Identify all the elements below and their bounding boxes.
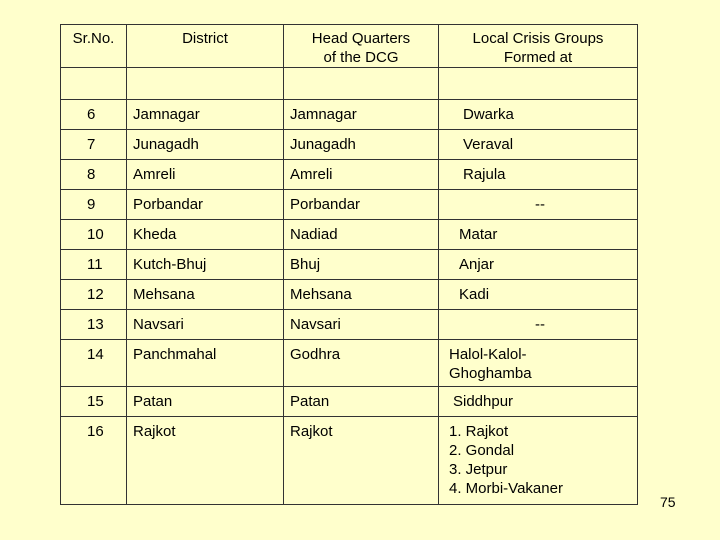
- head-quarters-cell: Rajkot: [284, 417, 439, 505]
- sr-no-cell: 13: [61, 310, 127, 340]
- district-cell: Patan: [127, 387, 284, 417]
- blank-spacer-row: [61, 68, 638, 100]
- crisis-groups-cell: [439, 310, 638, 340]
- head-quarters-cell: Bhuj: [284, 250, 439, 280]
- district-cell: Junagadh: [127, 130, 284, 160]
- crisis-group-location: Anjar: [459, 256, 495, 273]
- crisis-groups-cell: [439, 387, 638, 417]
- crisis-groups-cell: [439, 417, 638, 505]
- sr-no-cell: 7: [61, 130, 127, 160]
- table-header-row: [61, 25, 638, 68]
- table-row: [61, 280, 638, 310]
- table-row: [61, 340, 638, 387]
- table-row: [61, 130, 638, 160]
- header-sr-no: Sr.No.: [61, 25, 127, 68]
- table-row: [61, 220, 638, 250]
- table-row: [61, 190, 638, 220]
- head-quarters-cell: Godhra: [284, 340, 439, 387]
- head-quarters-cell: Navsari: [284, 310, 439, 340]
- district-cell: Rajkot: [127, 417, 284, 505]
- table-row: [61, 250, 638, 280]
- crisis-group-location: 1. Rajkot: [449, 423, 509, 440]
- sr-no-cell: 8: [61, 160, 127, 190]
- head-quarters-cell: Amreli: [284, 160, 439, 190]
- crisis-group-location: 4. Morbi-Vakaner: [449, 480, 563, 497]
- table-row: [61, 160, 638, 190]
- district-cell: Jamnagar: [127, 100, 284, 130]
- sr-no-cell: 12: [61, 280, 127, 310]
- crisis-groups-cell: [439, 160, 638, 190]
- district-cell: Kheda: [127, 220, 284, 250]
- crisis-groups-cell: [439, 130, 638, 160]
- crisis-group-location: Veraval: [463, 136, 514, 153]
- crisis-group-location: 3. Jetpur: [449, 461, 508, 478]
- crisis-groups-cell: [439, 190, 638, 220]
- page-number: 75: [660, 494, 676, 510]
- sr-no-cell: 16: [61, 417, 127, 505]
- crisis-group-location: Halol-Kalol-: [449, 346, 527, 363]
- district-cell: Amreli: [127, 160, 284, 190]
- head-quarters-cell: Nadiad: [284, 220, 439, 250]
- sr-no-cell: 6: [61, 100, 127, 130]
- table-row: [61, 100, 638, 130]
- crisis-group-location: Dwarka: [463, 106, 514, 123]
- crisis-group-location: --: [535, 316, 545, 333]
- crisis-group-location: --: [535, 196, 545, 213]
- crisis-group-location: 2. Gondal: [449, 442, 515, 459]
- crisis-group-location: Rajula: [463, 166, 506, 183]
- header-local-crisis-groups: Local Crisis Groups Formed at: [439, 25, 638, 68]
- crisis-group-location: Matar: [459, 226, 498, 243]
- head-quarters-cell: Junagadh: [284, 130, 439, 160]
- sr-no-cell: 15: [61, 387, 127, 417]
- crisis-groups-cell: [439, 220, 638, 250]
- header-head-quarters: Head Quarters of the DCG: [284, 25, 439, 68]
- header-district: District: [127, 25, 284, 68]
- table-row: [61, 417, 638, 505]
- crisis-groups-cell: [439, 100, 638, 130]
- table-body: [61, 100, 638, 505]
- head-quarters-cell: Mehsana: [284, 280, 439, 310]
- district-cell: Panchmahal: [127, 340, 284, 387]
- crisis-groups-cell: [439, 250, 638, 280]
- district-cell: Porbandar: [127, 190, 284, 220]
- district-cell: Mehsana: [127, 280, 284, 310]
- head-quarters-cell: Porbandar: [284, 190, 439, 220]
- table-row: [61, 310, 638, 340]
- district-cell: Navsari: [127, 310, 284, 340]
- head-quarters-cell: Patan: [284, 387, 439, 417]
- sr-no-cell: 10: [61, 220, 127, 250]
- sr-no-cell: 14: [61, 340, 127, 387]
- crisis-group-location: Siddhpur: [453, 393, 514, 410]
- crisis-groups-table: [60, 24, 638, 505]
- crisis-groups-cell: [439, 280, 638, 310]
- sr-no-cell: 9: [61, 190, 127, 220]
- crisis-groups-cell: [439, 340, 638, 387]
- crisis-group-location: Ghoghamba: [449, 365, 532, 382]
- head-quarters-cell: Jamnagar: [284, 100, 439, 130]
- district-cell: Kutch-Bhuj: [127, 250, 284, 280]
- crisis-group-location: Kadi: [459, 286, 490, 303]
- sr-no-cell: 11: [61, 250, 127, 280]
- table-row: [61, 387, 638, 417]
